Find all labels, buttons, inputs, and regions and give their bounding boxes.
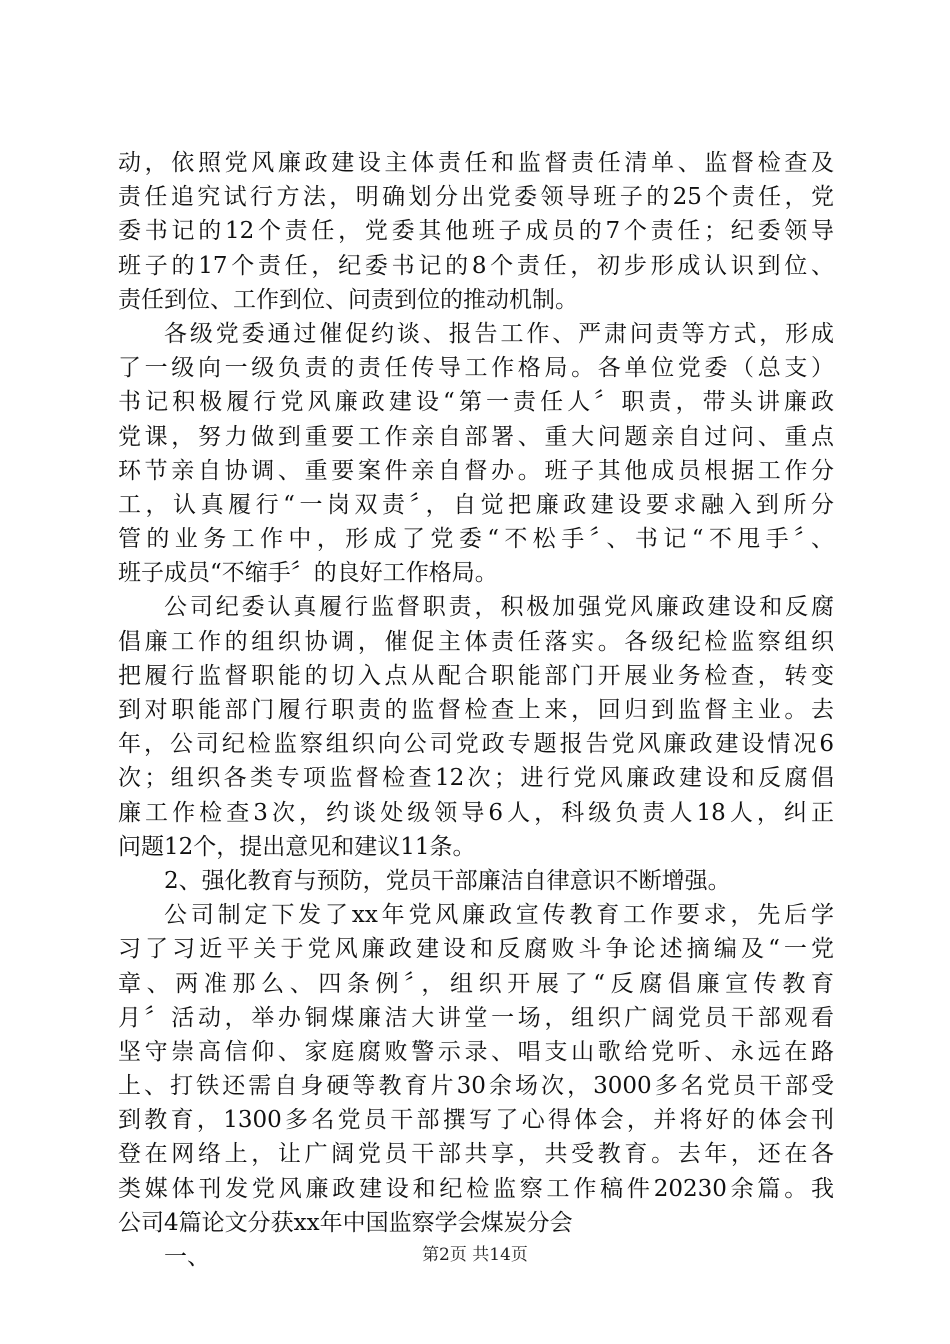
text-line: 年，公司纪检监察组织向公司党政专题报告党风廉政建设情况6 [118, 731, 834, 758]
text-line: 班子的17个责任，纪委书记的8个责任，初步形成认识到位、 [118, 252, 834, 279]
text-line: 委书记的12个责任，党委其他班子成员的7个责任；纪委领导 [118, 218, 834, 245]
text-line: 坚守崇高信仰、家庭腐败警示录、唱支山歌给党听、永远在路 [118, 1038, 834, 1065]
text-line: 廉工作检查3次，约谈处级领导6人，科级负责人18人，纠正 [118, 799, 834, 826]
text-line: 工，认真履行“一岗双责〞，自觉把廉政建设要求融入到所分 [118, 491, 834, 518]
text-line: 一、 [164, 1244, 210, 1270]
section-heading: 2、强化教育与预防，党员干部廉洁自律意识不断增强。 [164, 867, 731, 894]
text-line: 环节亲自协调、重要案件亲自督办。班子其他成员根据工作分 [118, 457, 834, 484]
text-line: 党课，努力做到重要工作亲自部署、重大问题亲自过问、重点 [118, 423, 834, 450]
text-line: 到对职能部门履行职责的监督检查上来，回归到监督主业。去 [118, 697, 834, 723]
text-line: 公司纪委认真履行监督职责，积极加强党风廉政建设和反腐 [164, 594, 834, 621]
text-line: 责任追究试行方法，明确划分出党委领导班子的25个责任，党 [118, 184, 834, 211]
text-line: 班子成员“不缩手〞的良好工作格局。 [118, 560, 498, 587]
text-line: 公司4篇论文分获xx年中国监察学会煤炭分会 [118, 1209, 573, 1236]
text-line: 类媒体刊发党风廉政建设和纪检监察工作稿件20230余篇。我 [118, 1175, 834, 1202]
text-line: 把履行监督职能的切入点从配合职能部门开展业务检查，转变 [118, 662, 834, 689]
text-line: 问题12个，提出意见和建议11条。 [118, 833, 476, 860]
text-line: 管的业务工作中，形成了党委“不松手〞、书记“不甩手〞、 [118, 526, 834, 553]
text-line: 上、打铁还需自身硬等教育片30余场次，3000多名党员干部受 [118, 1073, 834, 1100]
text-line: 登在网络上，让广阔党员干部共享，共受教育。去年，还在各 [118, 1141, 834, 1168]
text-line: 章、两准那么、四条例〞，组织开展了“反腐倡廉宣传教育 [118, 970, 834, 997]
text-line: 月〞活动，举办铜煤廉洁大讲堂一场，组织广阔党员干部观看 [118, 1004, 834, 1031]
text-line: 各级党委通过催促约谈、报告工作、严肃问责等方式，形成 [164, 320, 834, 347]
text-line: 责任到位、工作到位、问责到位的推动机制。 [118, 286, 578, 313]
text-line: 动，依照党风廉政建设主体责任和监督责任清单、监督检查及 [118, 150, 834, 176]
text-line: 次；组织各类专项监督检查12次；进行党风廉政建设和反腐倡 [118, 765, 834, 792]
document-body [118, 146, 834, 1274]
text-line: 了一级向一级负责的责任传导工作格局。各单位党委（总支） [118, 355, 834, 382]
page-footer [0, 1244, 950, 1266]
page-number: 第2页 共14页 [422, 1245, 528, 1265]
text-line: 倡廉工作的组织协调，催促主体责任落实。各级纪检监察组织 [118, 628, 834, 655]
text-line: 公司制定下发了xx年党风廉政宣传教育工作要求，先后学 [164, 902, 834, 929]
text-line: 习了习近平关于党风廉政建设和反腐败斗争论述摘编及“一党 [118, 936, 834, 963]
text-line: 到教育，1300多名党员干部撰写了心得体会，并将好的体会刊 [118, 1107, 834, 1134]
text-line: 书记积极履行党风廉政建设“第一责任人〞职责，带头讲廉政 [118, 389, 834, 416]
